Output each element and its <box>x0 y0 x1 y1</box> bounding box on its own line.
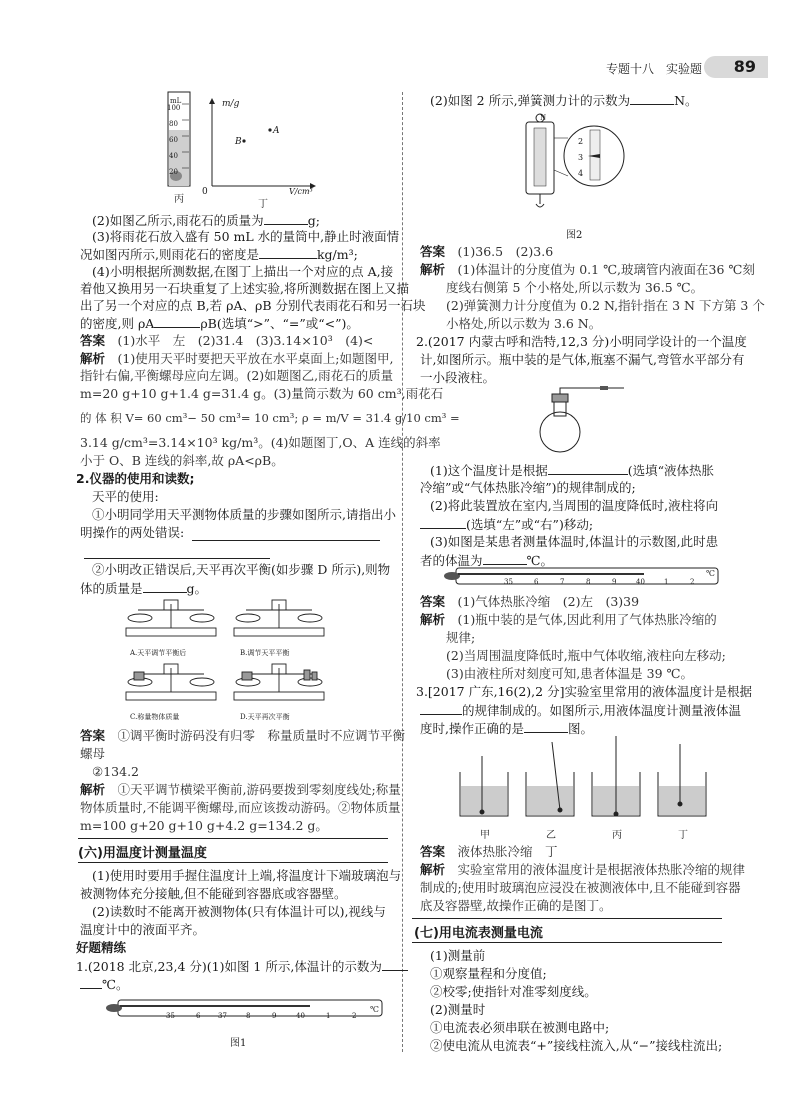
q2r-label: (1)这个温度计是根据 <box>430 463 548 478</box>
p2-line: ②小明改正错误后,天平再次平衡(如步骤 D 所示),则物 <box>92 562 391 577</box>
analysis-line: m=20 g+10 g+1.4 g=31.4 g。(3)量筒示数为 60 cm³,雨花石 <box>80 386 444 401</box>
section-rule <box>412 918 722 919</box>
answer-blank <box>80 976 102 989</box>
p2-line: ①小明同学用天平测物体质量的步骤如图所示,请指出小 <box>92 507 396 522</box>
q2r-tail: (选填“左”或“右”)移动; <box>466 517 594 532</box>
analysis-line: m=100 g+20 g+10 g+4.2 g=134.2 g。 <box>80 818 328 833</box>
fig1-caption: 图1 <box>230 1038 247 1049</box>
cyl-tick: 20 <box>169 168 178 176</box>
analysis-line: (3)由液柱所对刻度可知,患者体温是 39 ℃。 <box>446 666 694 681</box>
analysis-r2 <box>420 612 717 628</box>
section-rule <box>78 838 388 839</box>
answer-blank <box>382 958 408 971</box>
answer-text: 液体热胀冷缩 丁 <box>457 844 558 859</box>
graph-xlabel: V/cm³ <box>289 187 313 196</box>
q3r-b <box>420 702 741 719</box>
therm-tick-label: 6 <box>196 1012 201 1020</box>
scale-c <box>126 664 216 700</box>
beaker-label: 甲 <box>480 830 490 841</box>
spring-zoom-tick: 4 <box>578 169 584 178</box>
header-title: 专题十八 实验题 <box>605 62 702 76</box>
p2-line: 明操作的两处错误: <box>80 525 185 540</box>
therm-tick-label: 2 <box>690 578 695 586</box>
analysis-line: 制成的;使用时玻璃泡应浸没在被测液体中,且不能碰到容器 <box>420 880 741 895</box>
analysis-label: 解析 <box>420 262 446 277</box>
q3r-tail: 的规律制成的。如图所示,用液体温度计测量液体温 <box>462 703 741 718</box>
flask-thermometer-figure <box>530 386 630 458</box>
beakers-figure <box>456 736 716 822</box>
q3r-unit: 图。 <box>567 721 593 736</box>
q3-line-a: (3)将雨花石放入盛有 50 mL 水的量筒中,静止时液面情 <box>92 229 400 244</box>
scale-caption: C.称量物体质量 <box>130 713 180 721</box>
analysis-label: 解析 <box>80 782 106 797</box>
analysis-line: 物体质量时,不能调平衡螺母,而应该拨动游码。②物体质量 <box>80 800 401 815</box>
therm-tick-label: 40 <box>296 1012 305 1020</box>
scale-b <box>234 600 324 636</box>
scale-caption: A.天平调节平衡后 <box>130 649 187 657</box>
q3-label: 况如图丙所示,则雨花石的密度是 <box>80 247 259 262</box>
cyl-tick: 80 <box>169 120 178 128</box>
analysis-r3 <box>420 862 745 878</box>
q4-line-c: 出了另一个对应的点 B,若 ρA、ρB 分别代表雨花石和另一石块 <box>80 298 426 313</box>
answer-r2 <box>420 594 639 610</box>
analysis-line: (2)当周围温度降低时,瓶中气体收缩,液柱向左移动; <box>446 648 726 663</box>
answer-1 <box>80 333 373 349</box>
r1-unit: N。 <box>674 93 698 108</box>
p2-label: 体的质量是 <box>80 581 143 596</box>
q2r-line: 一小段液柱。 <box>420 370 496 385</box>
q3r-line: 3.[2017 广东,16(2),2 分]实验室里常用的液体温度计是根据 <box>416 684 752 699</box>
section-7-title: (七)用电流表测量电流 <box>414 926 543 941</box>
answer-blank <box>259 246 317 259</box>
analysis-line: 底及容器壁,故操作正确的是图丁。 <box>420 898 612 913</box>
therm-tick-label: 9 <box>272 1012 277 1020</box>
analysis-line: 3.14 g/cm³=3.14×10³ kg/m³。(4)如题图丁,O、A 连线的斜率 <box>80 435 441 450</box>
answer-blank <box>420 702 462 715</box>
answer-blank <box>264 212 308 225</box>
beaker-bing <box>592 736 640 816</box>
h1-unit: ℃。 <box>102 977 129 992</box>
mv-graph <box>208 98 318 192</box>
answer-blank <box>524 720 568 733</box>
answer-text: ①调平衡时游码没有归零 称量质量时不应调节平衡 <box>117 728 406 743</box>
s6-line: (2)读数时不能离开被测物体(只有体温计可以),视线与 <box>92 904 386 919</box>
therm-tick-label: 9 <box>612 578 617 586</box>
section-rule <box>78 862 388 863</box>
scale-d <box>234 664 324 700</box>
r1-line <box>430 92 698 109</box>
q2-text <box>92 212 320 229</box>
analysis-line: 规律; <box>446 630 476 645</box>
analysis-line: 小格处,所以示数为 3.6 N。 <box>446 316 602 331</box>
q2-unit: g; <box>307 213 320 228</box>
page-number: 89 <box>733 57 756 76</box>
spring-zoom-tick: 2 <box>578 137 584 146</box>
analysis-line: 小于 O、B 连线的斜率,故 ρA<ρB。 <box>80 453 284 468</box>
analysis-1 <box>80 351 393 367</box>
answer-text: (1)36.5 (2)3.6 <box>457 244 554 259</box>
q4-line-b: 着他又换用另一石块重复了上述实验,将所测数据在图上又描 <box>80 281 409 296</box>
analysis-r1 <box>420 262 755 278</box>
therm-tick-label: 40 <box>636 578 645 586</box>
page-header <box>0 56 794 80</box>
point-b-label: B <box>235 137 242 147</box>
answer-blank <box>420 516 466 529</box>
answer-label: 答案 <box>80 333 106 348</box>
therm-tick-label: 6 <box>534 578 539 586</box>
q3-unit: kg/m³; <box>316 247 358 262</box>
q2r-unit: ℃。 <box>526 553 553 568</box>
spring-scale-figure <box>516 110 626 210</box>
analysis-label: 解析 <box>420 612 446 627</box>
section-rule <box>412 942 722 943</box>
s6-line: 被测物体充分接触,但不能碰到容器底或容器壁。 <box>80 886 347 901</box>
fig-label-ding: 丁 <box>258 199 268 210</box>
q3-text <box>80 246 358 263</box>
q2r-line: 冷缩”或“气体热胀冷缩”)的规律制成的; <box>420 480 636 495</box>
graph-ylabel: m/g <box>222 99 240 109</box>
s7-line: ①观察量程和分度值; <box>430 966 547 981</box>
clinical-thermometer-2 <box>438 564 724 588</box>
fig-label-bing: 丙 <box>174 194 184 205</box>
answer-label: 答案 <box>420 244 446 259</box>
beaker-jia <box>460 756 508 816</box>
therm-unit: ℃ <box>370 1005 379 1014</box>
answer-2 <box>80 728 405 744</box>
cyl-tick: 40 <box>169 152 178 160</box>
analysis-text: (1)使用天平时要把天平放在水平桌面上;如题图甲, <box>117 351 394 366</box>
therm-tick-label: 8 <box>586 578 591 586</box>
clinical-thermometer-1 <box>100 994 390 1022</box>
q2r-line: (3)如图是某患者测量体温时,体温计的示数图,此时患 <box>430 534 719 549</box>
q2r-line: 计,如图所示。瓶中装的是气体,瓶塞不漏气,弯管水平部分有 <box>420 352 745 367</box>
h1-label: 1.(2018 北京,23,4 分)(1)如图 1 所示,体温计的示数为 <box>76 959 382 974</box>
fig2-caption: 图2 <box>566 230 583 241</box>
beaker-ding <box>658 744 706 816</box>
analysis-line: 的 体 积 V= 60 cm³− 50 cm³= 10 cm³; ρ = m/V = 31.4 g/10 cm³ = <box>80 411 460 425</box>
analysis-text: (1)体温计的分度值为 0.1 ℃,玻璃管内液面在36 ℃刻 <box>457 262 755 277</box>
cyl-tick: 60 <box>169 136 178 144</box>
analysis-2 <box>80 782 401 798</box>
graph-origin: 0 <box>202 187 208 197</box>
scale-a <box>126 600 216 636</box>
balance-scale-figure <box>118 598 328 724</box>
answer-blank <box>630 92 674 105</box>
h1-line-b <box>80 976 128 993</box>
q3r-label: 度时,操作正确的是 <box>420 721 524 736</box>
h1-line-a <box>76 958 408 975</box>
answer-text: (1)气体热胀冷缩 (2)左 (3)39 <box>457 594 640 609</box>
s6-line: 温度计中的液面平齐。 <box>80 922 206 937</box>
answer-line: 螺母 <box>80 746 106 761</box>
s7-line: ②校零;使指针对准零刻度线。 <box>430 984 597 999</box>
answer-line: ②134.2 <box>92 764 139 779</box>
q4-tail: ρB(选填“>”、“=”或“<”)。 <box>200 316 359 331</box>
answer-r1 <box>420 244 553 260</box>
q2r-d <box>430 462 714 479</box>
r1-label: (2)如图 2 所示,弹簧测力计的示数为 <box>430 93 631 108</box>
answer-blank <box>548 462 628 475</box>
answer-blank <box>154 315 200 328</box>
q3r-c <box>420 720 593 737</box>
therm-tick-label: 1 <box>326 1012 331 1020</box>
analysis-line: 度线右侧第 5 个小格处,所以示数为 36.5 ℃。 <box>446 280 704 295</box>
beaker-label: 乙 <box>546 830 556 841</box>
s7-line: ①电流表必须串联在被测电路中; <box>430 1020 610 1035</box>
s7-line: ②使电流从电流表“+”接线柱流入,从“−”接线柱流出; <box>430 1038 723 1053</box>
q2r-line: (2)将此装置放在室内,当周围的温度降低时,液柱将向 <box>430 498 719 513</box>
point-a-label: A <box>273 126 280 136</box>
s6-line: (1)使用时要用手握住温度计上端,将温度计下端玻璃泡与 <box>92 868 402 883</box>
spring-zoom-tick: 3 <box>578 153 584 162</box>
therm-tick-label: 1 <box>664 578 669 586</box>
q4-line-a: (4)小明根据所测数据,在图丁上描出一个对应的点 A,接 <box>92 264 394 279</box>
analysis-label: 解析 <box>80 351 106 366</box>
therm-tick-label: 7 <box>560 578 565 586</box>
column-divider <box>402 92 403 1052</box>
s7-line: (1)测量前 <box>430 948 486 963</box>
q2r-label: 者的体温为 <box>420 553 483 568</box>
analysis-line: (2)弹簧测力计分度值为 0.2 N,指针指在 3 N 下方第 3 个 <box>446 298 765 313</box>
q4-text <box>80 315 359 332</box>
s7-line: (2)测量时 <box>430 1002 486 1017</box>
q2r-line: 2.(2017 内蒙古呼和浩特,12,3 分)小明同学设计的一个温度 <box>416 334 747 349</box>
p2-line: 天平的使用: <box>92 489 159 504</box>
scale-caption: B.调节天平平衡 <box>240 649 290 657</box>
analysis-text: (1)瓶中装的是气体,因此利用了气体热胀冷缩的 <box>457 612 717 627</box>
q2r-g <box>420 516 593 533</box>
q4-label: 的密度,则 ρA <box>80 316 155 331</box>
answer-blank <box>143 580 187 593</box>
answer-label: 答案 <box>420 594 446 609</box>
p2-mass <box>80 580 207 597</box>
analysis-text: ①天平调节横梁平衡前,游码要拨到零刻度线处;称量 <box>117 782 401 797</box>
answer-blank <box>84 546 270 559</box>
therm-tick-label: 37 <box>218 1012 227 1020</box>
answer-label: 答案 <box>420 844 446 859</box>
cyl-tick: 100 <box>167 104 181 112</box>
analysis-label: 解析 <box>420 862 446 877</box>
scale-caption: D.天平再次平衡 <box>240 713 290 721</box>
therm-tick-label: 35 <box>166 1012 175 1020</box>
answer-text: (1)水平 左 (2)31.4 (3)3.14×10³ (4)< <box>117 333 374 348</box>
answer-r3 <box>420 844 558 860</box>
p2-title: 2.仪器的使用和读数; <box>76 471 195 486</box>
beaker-label: 丙 <box>612 830 622 841</box>
practice-title: 好题精练 <box>76 940 127 955</box>
beaker-label: 丁 <box>678 830 688 841</box>
q2r-tail: (选填“液体热胀 <box>627 463 714 478</box>
section-6-title: (六)用温度计测量温度 <box>78 846 207 861</box>
beaker-yi <box>526 742 574 816</box>
analysis-line: 指针右偏,平衡螺母应向左调。(2)如题图乙,雨花石的质量 <box>80 368 394 383</box>
therm-tick-label: 35 <box>504 578 513 586</box>
spring-unit: N <box>540 114 547 122</box>
therm-unit: ℃ <box>706 569 715 578</box>
therm-tick-label: 2 <box>352 1012 357 1020</box>
answer-blank <box>192 528 380 541</box>
therm-tick-label: 8 <box>246 1012 251 1020</box>
analysis-text: 实验室常用的液体温度计是根据液体热胀冷缩的规律 <box>457 862 746 877</box>
q2-label: (2)如图乙所示,雨花石的质量为 <box>92 213 264 228</box>
answer-label: 答案 <box>80 728 106 743</box>
p2-unit: g。 <box>186 581 208 596</box>
cyl-unit: mL <box>170 97 182 105</box>
